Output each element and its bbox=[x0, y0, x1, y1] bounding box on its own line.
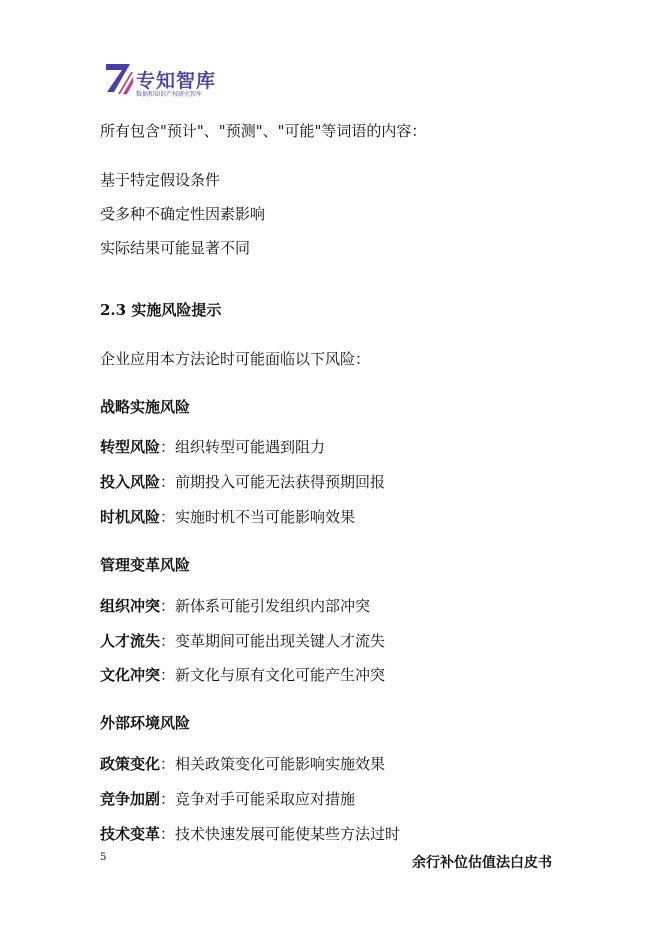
section-heading bbox=[100, 300, 221, 320]
risk-term: 技术变革 bbox=[100, 825, 161, 843]
risk-separator: ： bbox=[160, 755, 176, 773]
risk-item bbox=[100, 472, 385, 492]
intro-text: 所有包含"预计"、"预测"、"可能"等词语的内容： bbox=[100, 122, 427, 140]
group-title: 战略实施风险 bbox=[100, 398, 191, 416]
risk-separator: ： bbox=[160, 790, 176, 808]
logo bbox=[100, 56, 220, 108]
risk-desc: 变革期间可能出现关键人才流失 bbox=[175, 632, 386, 650]
group-title: 外部环境风险 bbox=[100, 714, 191, 732]
condition-item: 受多种不确定性因素影响 bbox=[100, 205, 266, 223]
risk-item bbox=[100, 507, 355, 527]
document-title: 余行补位估值法白皮书 bbox=[412, 855, 552, 871]
risk-term: 组织冲突 bbox=[100, 597, 161, 615]
group-title: 管理变革风险 bbox=[100, 556, 191, 574]
risk-item bbox=[100, 437, 325, 457]
risk-desc: 技术快速发展可能使某些方法过时 bbox=[175, 825, 401, 843]
risk-item bbox=[100, 596, 370, 616]
risk-item bbox=[100, 754, 385, 774]
logo-tagline: 数据和知识产权研究智库 bbox=[136, 91, 203, 98]
risk-item bbox=[100, 824, 400, 844]
risk-separator: ： bbox=[160, 632, 176, 650]
risk-term: 政策变化 bbox=[100, 755, 161, 773]
risk-separator: ： bbox=[160, 438, 176, 456]
risk-item bbox=[100, 789, 355, 809]
risk-desc: 竞争对手可能采取应对措施 bbox=[175, 790, 356, 808]
section-number: 2.3 bbox=[100, 301, 127, 319]
risk-desc: 前期投入可能无法获得预期回报 bbox=[175, 473, 386, 491]
risk-separator: ： bbox=[160, 666, 176, 684]
risk-desc: 组织转型可能遇到阻力 bbox=[175, 438, 326, 456]
risk-desc: 新体系可能引发组织内部冲突 bbox=[175, 597, 371, 615]
condition-item: 基于特定假设条件 bbox=[100, 171, 221, 189]
zk-logo-icon bbox=[104, 62, 134, 96]
risk-item bbox=[100, 665, 385, 685]
page-number: 5 bbox=[100, 852, 107, 863]
risk-separator: ： bbox=[160, 825, 176, 843]
risk-term: 文化冲突 bbox=[100, 666, 161, 684]
section-lead: 企业应用本方法论时可能面临以下风险： bbox=[100, 350, 371, 368]
risk-term: 竞争加剧 bbox=[100, 790, 161, 808]
logo-name: 专知智库 bbox=[136, 70, 217, 92]
risk-separator: ： bbox=[160, 597, 176, 615]
condition-item: 实际结果可能显著不同 bbox=[100, 239, 251, 257]
risk-desc: 相关政策变化可能影响实施效果 bbox=[175, 755, 386, 773]
risk-item bbox=[100, 631, 385, 651]
risk-separator: ： bbox=[160, 473, 176, 491]
risk-desc: 实施时机不当可能影响效果 bbox=[175, 508, 356, 526]
risk-separator: ： bbox=[160, 508, 176, 526]
risk-term: 人才流失 bbox=[100, 632, 161, 650]
risk-term: 时机风险 bbox=[100, 508, 161, 526]
section-title: 实施风险提示 bbox=[131, 301, 222, 319]
risk-desc: 新文化与原有文化可能产生冲突 bbox=[175, 666, 386, 684]
risk-term: 转型风险 bbox=[100, 438, 161, 456]
risk-term: 投入风险 bbox=[100, 473, 161, 491]
